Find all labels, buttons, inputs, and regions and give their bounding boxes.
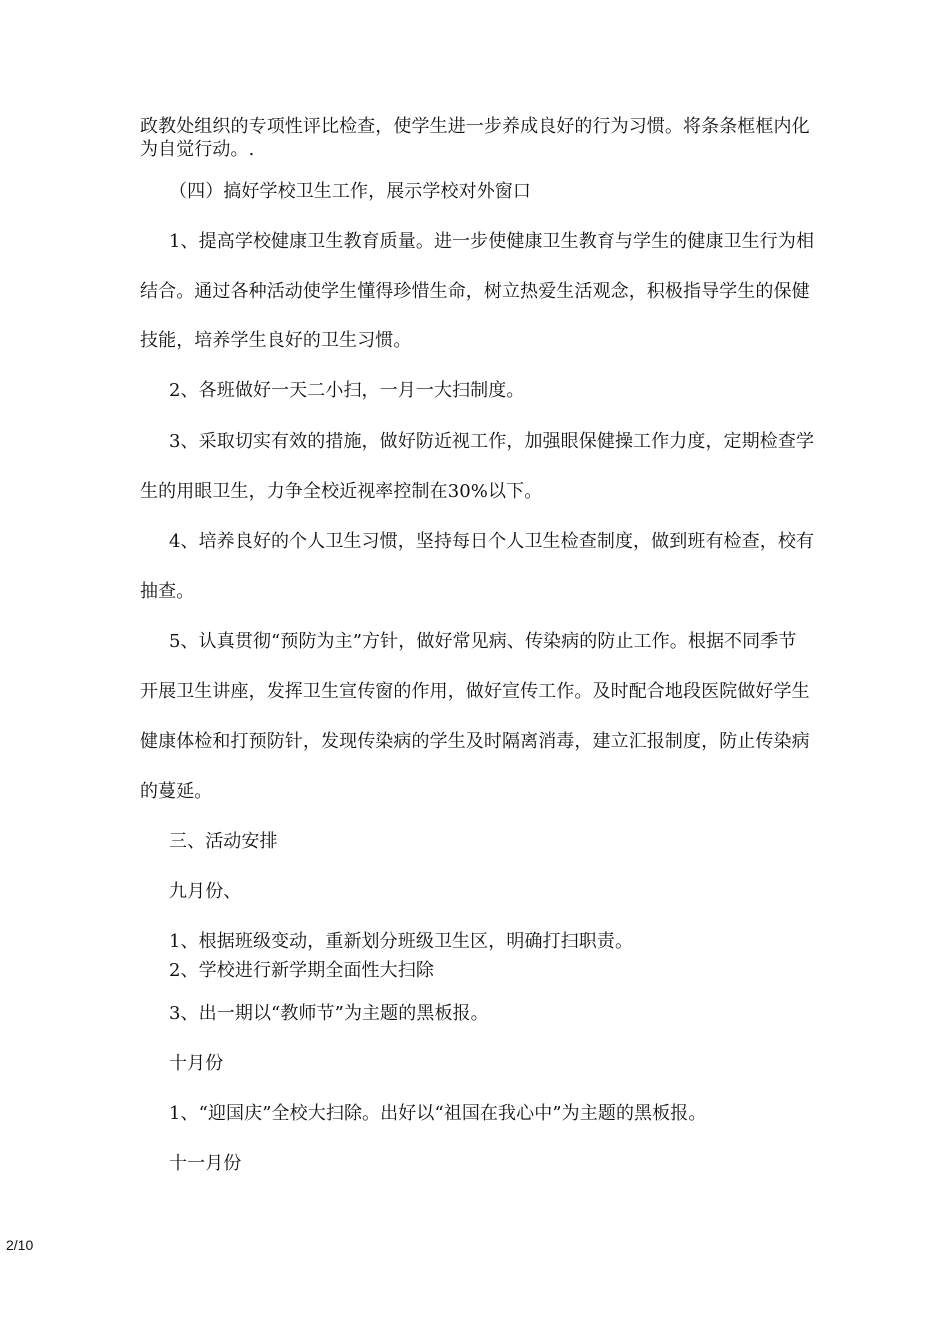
list-item: 1、“迎国庆”全校大扫除。出好以“祖国在我心中”为主题的黑板报。	[169, 1103, 707, 1124]
paragraph-line: 健康体检和打预防针，发现传染病的学生及时隔离消毒，建立汇报制度，防止传染病	[140, 731, 810, 752]
list-item: 2、学校进行新学期全面性大扫除	[169, 960, 434, 981]
paragraph-line: 开展卫生讲座，发挥卫生宣传窗的作用，做好宣传工作。及时配合地段医院做好学生	[140, 681, 810, 702]
paragraph-line: 结合。通过各种活动使学生懂得珍惜生命，树立热爱生活观念，积极指导学生的保健	[140, 281, 810, 302]
paragraph-line: 1、提高学校健康卫生教育质量。进一步使健康卫生教育与学生的健康卫生行为相	[169, 231, 815, 252]
paragraph-line: 的蔓延。	[140, 781, 213, 802]
list-item: 1、根据班级变动，重新划分班级卫生区，明确打扫职责。	[169, 931, 634, 952]
paragraph-line: 政教处组织的专项性评比检查，使学生进一步养成良好的行为习惯。将条条框框内化	[140, 116, 810, 137]
paragraph-line: 5、认真贯彻“预防为主”方针，做好常见病、传染病的防止工作。根据不同季节	[169, 631, 797, 652]
page-number: 2/10	[6, 1237, 34, 1253]
month-heading: 九月份、	[169, 881, 242, 902]
month-heading: 十一月份	[169, 1153, 242, 1174]
list-item: 3、出一期以“教师节”为主题的黑板报。	[169, 1003, 489, 1024]
paragraph-line: 为自觉行动。.	[140, 139, 255, 160]
paragraph-line: 生的用眼卫生，力争全校近视率控制在30%以下。	[140, 481, 543, 502]
section-heading: 三、活动安排	[169, 831, 278, 852]
paragraph-line: 技能，培养学生良好的卫生习惯。	[140, 330, 412, 351]
month-heading: 十月份	[169, 1053, 224, 1074]
paragraph-line: 抽查。	[140, 581, 195, 602]
paragraph-line: 3、采取切实有效的措施，做好防近视工作，加强眼保健操工作力度，定期检查学	[169, 431, 815, 452]
paragraph-line: 2、各班做好一天二小扫，一月一大扫制度。	[169, 380, 525, 401]
paragraph-line: 4、培养良好的个人卫生习惯，坚持每日个人卫生检查制度，做到班有检查，校有	[169, 531, 815, 552]
section-heading: （四）搞好学校卫生工作，展示学校对外窗口	[169, 181, 531, 202]
